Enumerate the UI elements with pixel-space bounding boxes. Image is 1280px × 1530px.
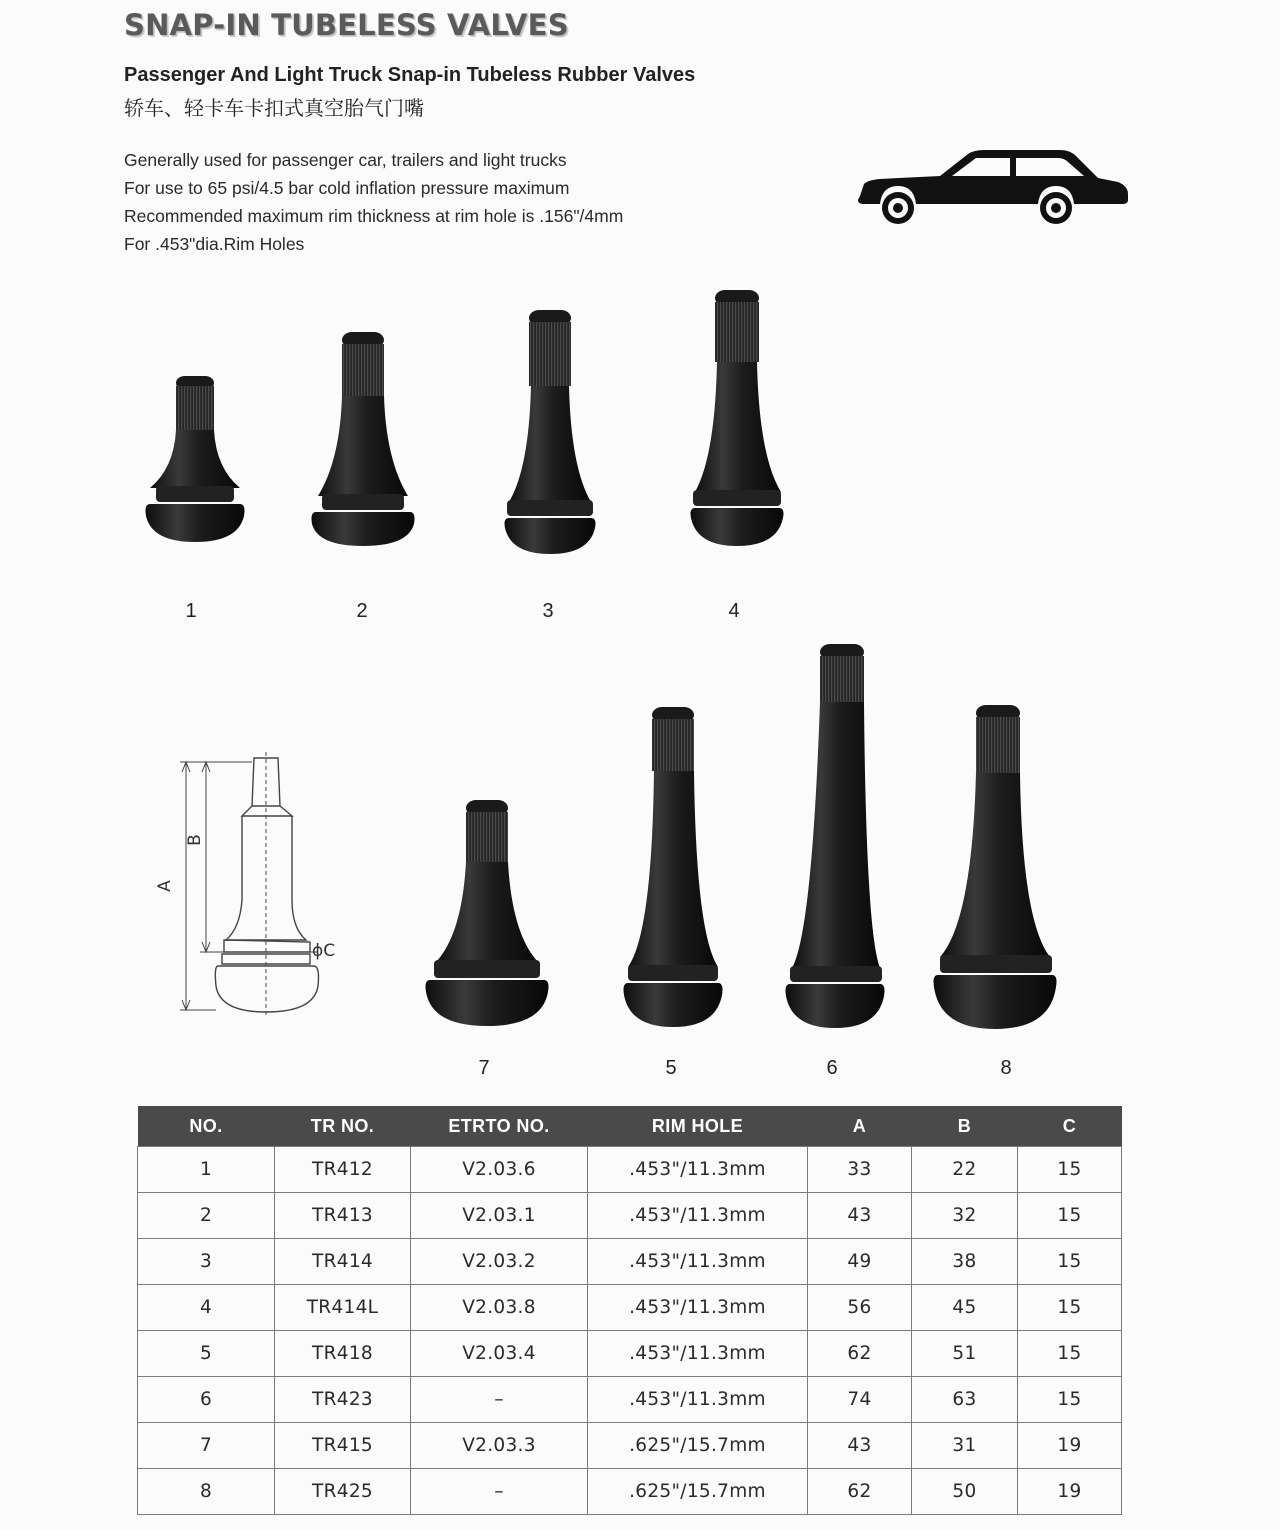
cell-no: 3: [138, 1239, 275, 1285]
table-row: [138, 1331, 1122, 1377]
subtitle: Passenger And Light Truck Snap-in Tubeless Rubber Valves: [124, 64, 696, 86]
cell-no: 1: [138, 1147, 275, 1193]
cell-rim-hole: .625"/15.7mm: [588, 1469, 808, 1515]
valve-label: 3: [542, 600, 554, 622]
cell-a: 56: [808, 1285, 912, 1331]
cell-c: 15: [1018, 1147, 1122, 1193]
table-row: [138, 1469, 1122, 1515]
cell-b: 31: [912, 1423, 1018, 1469]
cell-c: 15: [1018, 1239, 1122, 1285]
cell-tr-no: TR412: [275, 1147, 411, 1193]
cell-no: 5: [138, 1331, 275, 1377]
valve-label: 6: [826, 1057, 838, 1079]
cell-b: 38: [912, 1239, 1018, 1285]
cell-b: 63: [912, 1377, 1018, 1423]
cell-tr-no: TR425: [275, 1469, 411, 1515]
cell-a: 43: [808, 1193, 912, 1239]
description-line: Generally used for passenger car, trailers and light trucks: [124, 150, 567, 170]
description-line: Recommended maximum rim thickness at rim hole is .156"/4mm: [124, 206, 624, 226]
cell-a: 62: [808, 1469, 912, 1515]
cell-no: 4: [138, 1285, 275, 1331]
header-tr-no: TR NO.: [275, 1106, 411, 1147]
cell-a: 49: [808, 1239, 912, 1285]
cell-rim-hole: .453"/11.3mm: [588, 1377, 808, 1423]
cell-etrto-no: V2.03.1: [411, 1193, 588, 1239]
cell-rim-hole: .453"/11.3mm: [588, 1147, 808, 1193]
dimension-c-label: ϕC: [312, 941, 336, 961]
valve-1-image: [130, 372, 260, 548]
cell-etrto-no: –: [411, 1469, 588, 1515]
cell-etrto-no: –: [411, 1377, 588, 1423]
cell-no: 7: [138, 1423, 275, 1469]
cell-b: 45: [912, 1285, 1018, 1331]
valve-label: 5: [665, 1057, 677, 1079]
valve-label: 2: [356, 600, 368, 622]
valve-label: 4: [728, 600, 740, 622]
valve-label: 7: [478, 1057, 490, 1079]
header-etrto-no: ETRTO NO.: [411, 1106, 588, 1147]
cell-etrto-no: V2.03.3: [411, 1423, 588, 1469]
valve-3-image: [485, 308, 615, 558]
table-header-row: [138, 1106, 1122, 1147]
cell-c: 19: [1018, 1469, 1122, 1515]
cell-rim-hole: .625"/15.7mm: [588, 1423, 808, 1469]
cell-rim-hole: .453"/11.3mm: [588, 1239, 808, 1285]
header-a: A: [808, 1106, 912, 1147]
cell-tr-no: TR415: [275, 1423, 411, 1469]
cell-tr-no: TR414: [275, 1239, 411, 1285]
header-c: C: [1018, 1106, 1122, 1147]
cell-a: 62: [808, 1331, 912, 1377]
cell-rim-hole: .453"/11.3mm: [588, 1331, 808, 1377]
cell-a: 43: [808, 1423, 912, 1469]
cell-tr-no: TR414L: [275, 1285, 411, 1331]
header-no: NO.: [138, 1106, 275, 1147]
table-row: [138, 1285, 1122, 1331]
valve-2-image: [298, 330, 428, 550]
table-row: [138, 1147, 1122, 1193]
description-line: For use to 65 psi/4.5 bar cold inflation pressure maximum: [124, 178, 570, 198]
cell-etrto-no: V2.03.4: [411, 1331, 588, 1377]
description-line: For .453"dia.Rim Holes: [124, 234, 305, 254]
cell-no: 8: [138, 1469, 275, 1515]
valve-label: 1: [185, 600, 197, 622]
valve-label: 8: [1000, 1057, 1012, 1079]
cell-rim-hole: .453"/11.3mm: [588, 1285, 808, 1331]
page-title: SNAP-IN TUBELESS VALVES: [124, 8, 569, 42]
cell-b: 50: [912, 1469, 1018, 1515]
dimension-diagram: [155, 750, 360, 1020]
cell-etrto-no: V2.03.6: [411, 1147, 588, 1193]
cell-c: 19: [1018, 1423, 1122, 1469]
table-row: [138, 1239, 1122, 1285]
table-row: [138, 1423, 1122, 1469]
cell-rim-hole: .453"/11.3mm: [588, 1193, 808, 1239]
cell-tr-no: TR423: [275, 1377, 411, 1423]
cell-tr-no: TR418: [275, 1331, 411, 1377]
cell-c: 15: [1018, 1193, 1122, 1239]
cell-b: 22: [912, 1147, 1018, 1193]
cell-no: 6: [138, 1377, 275, 1423]
valve-4-image: [675, 288, 805, 550]
valve-5-image: [618, 705, 728, 1030]
cell-a: 74: [808, 1377, 912, 1423]
dimension-a-label: A: [155, 880, 175, 892]
spec-table: [137, 1106, 1122, 1515]
subtitle-chinese: 轿车、轻卡车卡扣式真空胎气门嘴: [124, 96, 424, 120]
cell-a: 33: [808, 1147, 912, 1193]
table-row: [138, 1193, 1122, 1239]
cell-etrto-no: V2.03.8: [411, 1285, 588, 1331]
cell-b: 32: [912, 1193, 1018, 1239]
header-b: B: [912, 1106, 1018, 1147]
valve-8-image: [928, 703, 1063, 1033]
cell-b: 51: [912, 1331, 1018, 1377]
car-icon: [852, 146, 1132, 238]
description-list: [124, 146, 623, 258]
cell-c: 15: [1018, 1285, 1122, 1331]
cell-etrto-no: V2.03.2: [411, 1239, 588, 1285]
cell-c: 15: [1018, 1331, 1122, 1377]
cell-no: 2: [138, 1193, 275, 1239]
valve-7-image: [420, 798, 555, 1030]
header-rim-hole: RIM HOLE: [588, 1106, 808, 1147]
table-row: [138, 1377, 1122, 1423]
cell-tr-no: TR413: [275, 1193, 411, 1239]
cell-c: 15: [1018, 1377, 1122, 1423]
valve-6-image: [780, 642, 890, 1032]
dimension-b-label: B: [185, 834, 205, 846]
